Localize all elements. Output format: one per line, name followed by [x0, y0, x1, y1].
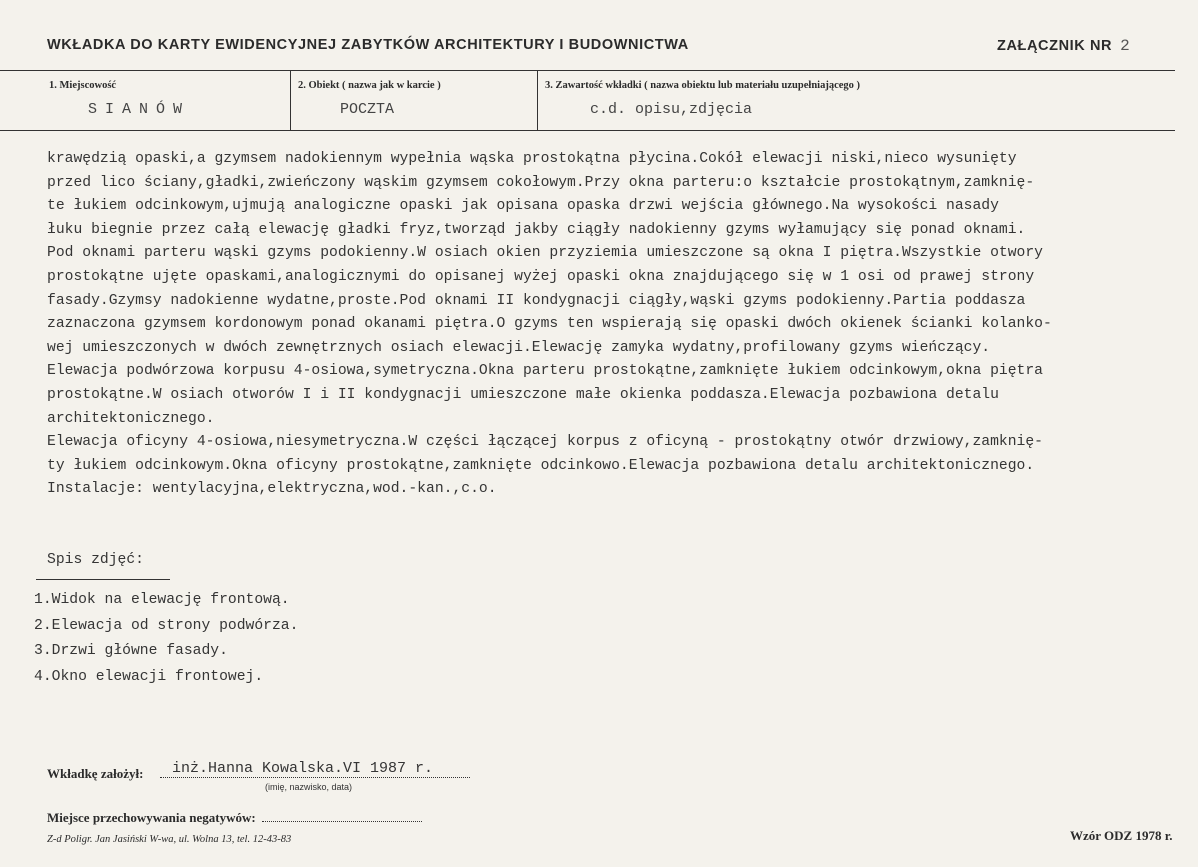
text-line: łuku biegnie przez całą elewację gładki fryz,tworząd jakby ciągły nadokienny gzyms wyłamujący się ponad oknami. [47, 221, 1026, 238]
text-line: Pod oknami parteru wąski gzyms podokienny.W osiach okien przyziemia umieszczone są okna I piętra.Wszystkie otwory [47, 245, 1043, 262]
photo-list-item: 2.Elewacja od strony podwórza. [34, 617, 299, 634]
negatives-storage-dotted-line [262, 821, 422, 822]
text-line: Elewacja oficyny 4-osiowa,niesymetryczna.W części łączącej korpus z oficyną - prostokątny otwór drzwiowy,zamknię- [47, 434, 1043, 451]
content-caption: 3. Zawartość wkładki ( nazwa obiektu lub materiału uzupełniającego ) [545, 80, 861, 91]
founder-caption: (imię, nazwisko, data) [265, 782, 353, 792]
text-line: wej umieszczonych w dwóch zewnętrznych osiach elewacji.Elewację zamyka wydatny,profilowany gzyms wieńczący. [47, 339, 991, 356]
form-title: WKŁADKA DO KARTY EWIDENCYJNEJ ZABYTKÓW ARCHITEKTURY I BUDOWNICTWA [47, 37, 689, 53]
object-caption: 2. Obiekt ( nazwa jak w karcie ) [298, 80, 441, 91]
annex-label-text: ZAŁĄCZNIK NR [997, 38, 1113, 54]
description-text [47, 148, 1167, 502]
photo-list-heading-rule [36, 579, 170, 580]
photo-list-item: 1.Widok na elewację frontową. [34, 592, 290, 608]
text-line: fasady.Gzymsy nadokienne wydatne,proste.Pod oknami II kondygnacji ciągły,wąski gzyms podokienny.Partia poddasza [47, 292, 1026, 309]
negatives-storage-label: Miejsce przechowywania negatywów: [47, 810, 256, 825]
text-line: prostokątne.W osiach otworów I i II kondygnacji umieszczone małe okienka poddasza.Elewacja pozbawiona detalu [47, 386, 999, 403]
printer-imprint: Z-d Poligr. Jan Jasiński W-wa, ul. Wolna 13, tel. 12-43-83 [47, 834, 292, 845]
grid-divider-2 [537, 71, 538, 130]
text-line: te łukiem odcinkowym,ujmują analogiczne opaski jak opisana opaska drzwi wejścia głównego.Na wysokości nasady [47, 198, 999, 215]
photo-list [34, 588, 298, 690]
founder-value: inż.Hanna Kowalska.VI 1987 r. [172, 760, 434, 777]
text-line: prostokątne ujęte opaskami,analogicznymi do opisanej wyżej opaski okna znajdującego się w 1 osi od prawej strony [47, 268, 1035, 285]
header-grid-top-rule [0, 70, 1175, 71]
text-line: ty łukiem odcinkowym.Okna oficyny prostokątne,zamknięte odcinkowo.Elewacja pozbawiona detalu architektonicznego. [47, 457, 1035, 474]
text-line: Elewacja podwórzowa korpusu 4-osiowa,symetryczna.Okna parteru prostokątne,zamknięte łukiem odcinkowym,okna piętra [47, 363, 1043, 380]
annex-number: 2 [1120, 37, 1131, 55]
header-grid-bottom-rule [0, 130, 1175, 131]
text-line: Instalacje: wentylacyjna,elektryczna,wod.-kan.,c.o. [47, 481, 497, 498]
text-line: architektonicznego. [47, 410, 215, 427]
grid-divider-1 [290, 71, 291, 130]
form-pattern: Wzór ODZ 1978 r. [1070, 828, 1173, 843]
photo-list-item: 4.Okno elewacji frontowej. [34, 668, 264, 685]
founder-label: Wkładkę założył: [47, 766, 144, 781]
locality-caption: 1. Miejscowość [49, 80, 117, 91]
founder-dotted-line [160, 777, 470, 778]
locality-value: SIANÓW [88, 101, 191, 118]
text-line: przed lico ściany,gładki,zwieńczony wąskim gzymsem cokołowym.Przy okna parteru:o kształcie prostokątnym,zamknię- [47, 174, 1035, 191]
text-line: zaznaczona gzymsem kordonowym ponad okanami piętra.O gzyms ten wspierają się opaski dwóch okienek ścianki kolanko- [47, 316, 1052, 333]
content-value: c.d. opisu,zdjęcia [590, 101, 753, 118]
text-line: krawędzią opaski,a gzymsem nadokiennym wypełnia wąska prostokątna płycina.Cokół elewacji niski,nieco wysunięty [47, 151, 1017, 167]
object-value: POCZTA [340, 101, 395, 118]
photo-list-heading: Spis zdjęć: [47, 552, 144, 568]
photo-list-item: 3.Drzwi główne fasady. [34, 643, 228, 659]
annex-label [997, 37, 1130, 55]
